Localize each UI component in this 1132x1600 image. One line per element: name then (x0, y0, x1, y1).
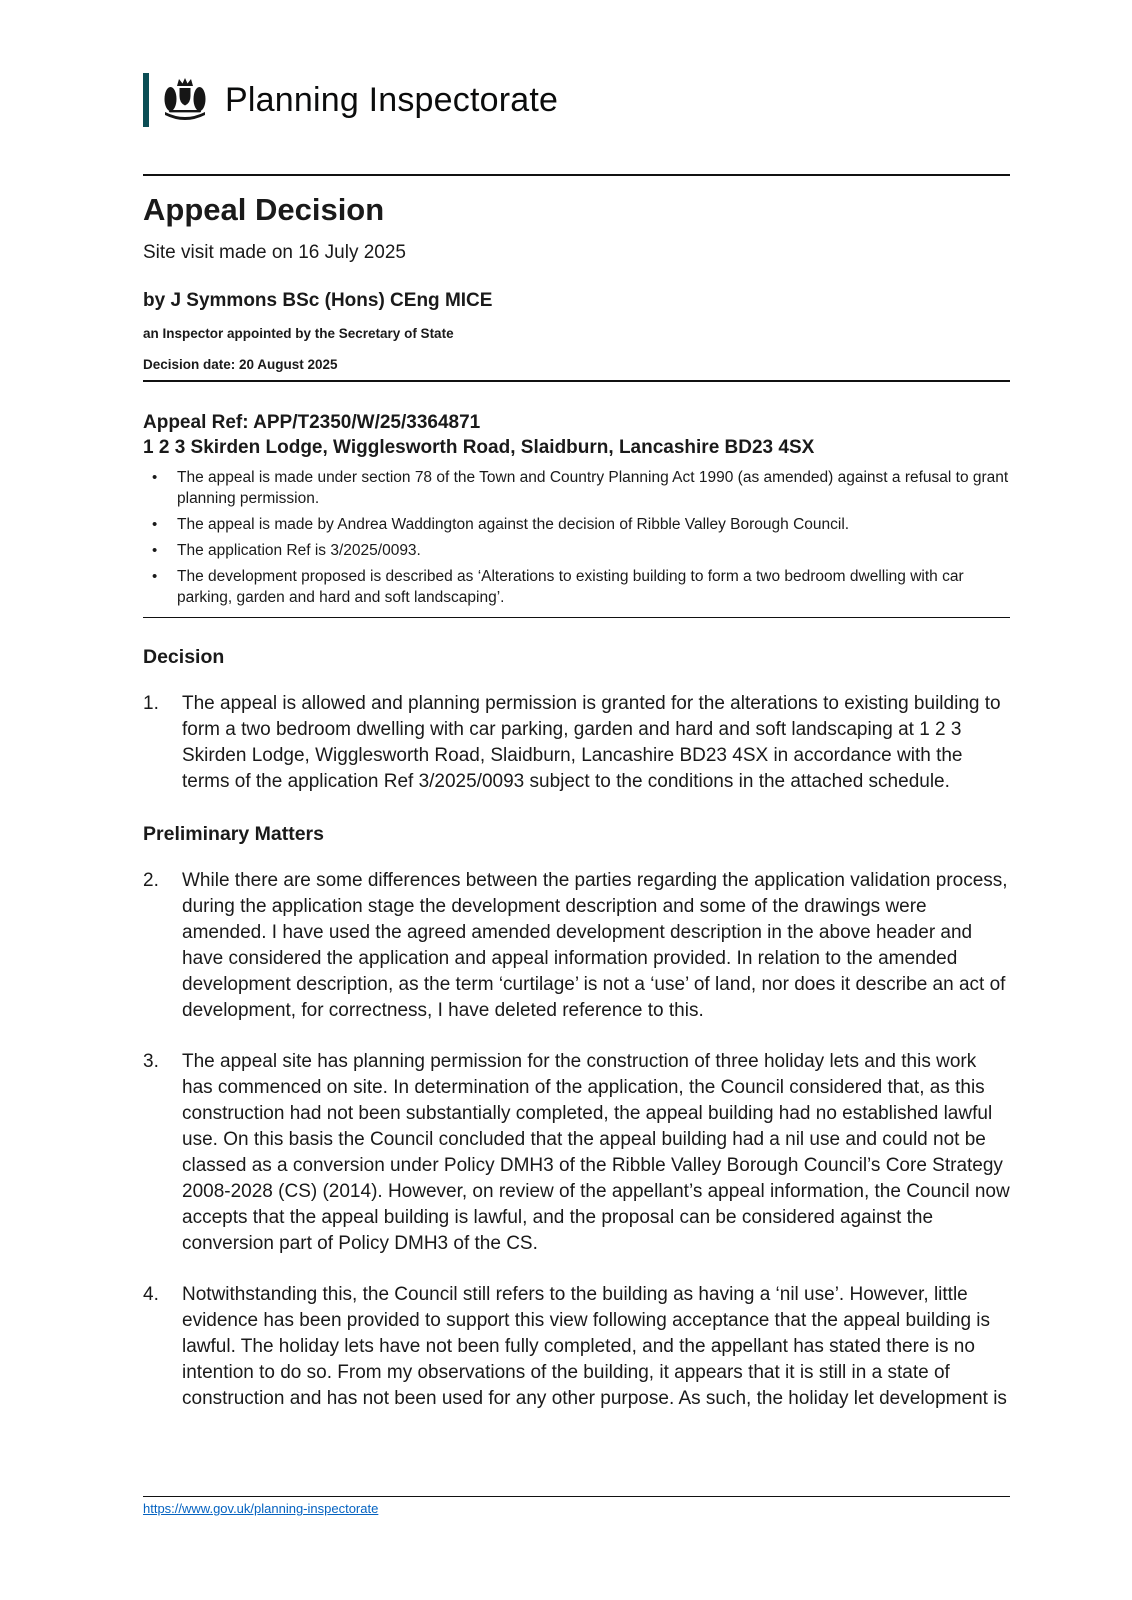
section-heading-decision: Decision (143, 645, 225, 668)
bullet-marker (143, 541, 177, 562)
list-item (143, 567, 1010, 609)
logo-wordmark: Planning Inspectorate (225, 80, 559, 119)
list-item-text: The application Ref is 3/2025/0093. (177, 541, 421, 559)
list-item (143, 541, 1010, 562)
paragraph-text: The appeal is allowed and planning permission is granted for the alterations to existing building to form a two bedroom dwelling with car parking, garden and hard and soft landscaping at 1 2 3 Skirden Lodge, Wigglesworth Road, Slaidburn, Lancashire BD23 4SX in accordance with the terms of the application Ref 3/2025/0093 subject to the conditions in the attached schedule. (182, 692, 1001, 792)
page-footer (143, 1496, 1010, 1518)
logo-accent-bar (143, 73, 149, 127)
bullet-marker (143, 515, 177, 536)
site-visit-line: Site visit made on 16 July 2025 (143, 242, 406, 263)
planning-inspectorate-link[interactable]: https://www.gov.uk/planning-inspectorate (143, 1501, 379, 1516)
list-item (143, 515, 1010, 536)
list-item-text: The appeal is made under section 78 of the Town and Country Planning Act 1990 (as amended) against a refusal to grant planning permission. (177, 469, 1009, 508)
header-divider (143, 174, 1010, 176)
appeal-address-line: 1 2 3 Skirden Lodge, Wigglesworth Road, Slaidburn, Lancashire BD23 4SX (143, 437, 815, 459)
footer-divider (143, 1496, 1010, 1497)
inspector-appointment-line: an Inspector appointed by the Secretary of State (143, 326, 454, 341)
numbered-paragraph (143, 691, 1010, 795)
numbered-paragraph (143, 868, 1010, 1024)
paragraph-text: The appeal site has planning permission for the construction of three holiday lets and this work has commenced on site. In determination of the application, the Council considered that, as this construction had not been substantially completed, the appeal building had no established lawful use. On this basis the Council concluded that the appeal building had a nil use and could not be classed as a conversion under Policy DMH3 of the Ribble Valley Borough Council’s Core Strategy 2008-2028 (CS) (2014). However, on review of the appellant’s appeal information, the Council now accepts that the appeal building is lawful, and the proposal can be considered against the conversion part of Policy DMH3 of the CS. (182, 1050, 1010, 1254)
inspector-name-line: by J Symmons BSc (Hons) CEng MICE (143, 290, 493, 311)
section-heading-preliminary-matters: Preliminary Matters (143, 822, 324, 845)
appeal-details-list (143, 468, 1010, 609)
paragraph-number: 4. (143, 1283, 159, 1305)
list-item-text: The development proposed is described as ‘Alterations to existing building to form a two bedroom dwelling with car parking, garden and hard and soft landscaping’. (177, 567, 964, 606)
page-title: Appeal Decision (143, 192, 385, 227)
numbered-paragraph (143, 1282, 1010, 1412)
paragraph-text: While there are some differences between the parties regarding the application validation process, during the application stage the development description and some of the drawings were amended. I have used the agreed amended development description in the above header and have considered the application and appeal information provided. In relation to the amended development description, as the term ‘curtilage’ is not a ‘use’ of land, nor does it describe an act of development, for correctness, I have deleted reference to this. (182, 869, 1008, 1021)
paragraph-number: 1. (143, 692, 159, 714)
paragraph-text: Notwithstanding this, the Council still refers to the building as having a ‘nil use’. However, little evidence has been provided to support this view following acceptance that the appeal building is lawful. The holiday lets have not been fully completed, and the appellant has stated there is no intention to do so. From my observations of the building, it appears that it is still in a state of construction and has not been used for any other purpose. As such, the holiday let development is (182, 1283, 1007, 1410)
header-logo (143, 72, 1010, 128)
decision-date-line: Decision date: 20 August 2025 (143, 357, 338, 372)
list-item (143, 468, 1010, 510)
decision-date-divider (143, 380, 1010, 382)
appeal-ref-line: Appeal Ref: APP/T2350/W/25/3364871 (143, 412, 481, 433)
royal-crest-icon (159, 74, 211, 126)
numbered-paragraph (143, 1049, 1010, 1257)
paragraph-number: 2. (143, 869, 159, 891)
bullet-marker (143, 567, 177, 609)
list-item-text: The appeal is made by Andrea Waddington against the decision of Ribble Valley Borough Council. (177, 516, 850, 533)
paragraph-number: 3. (143, 1050, 159, 1072)
bullet-marker (143, 468, 177, 510)
appeal-details-divider (143, 617, 1010, 618)
